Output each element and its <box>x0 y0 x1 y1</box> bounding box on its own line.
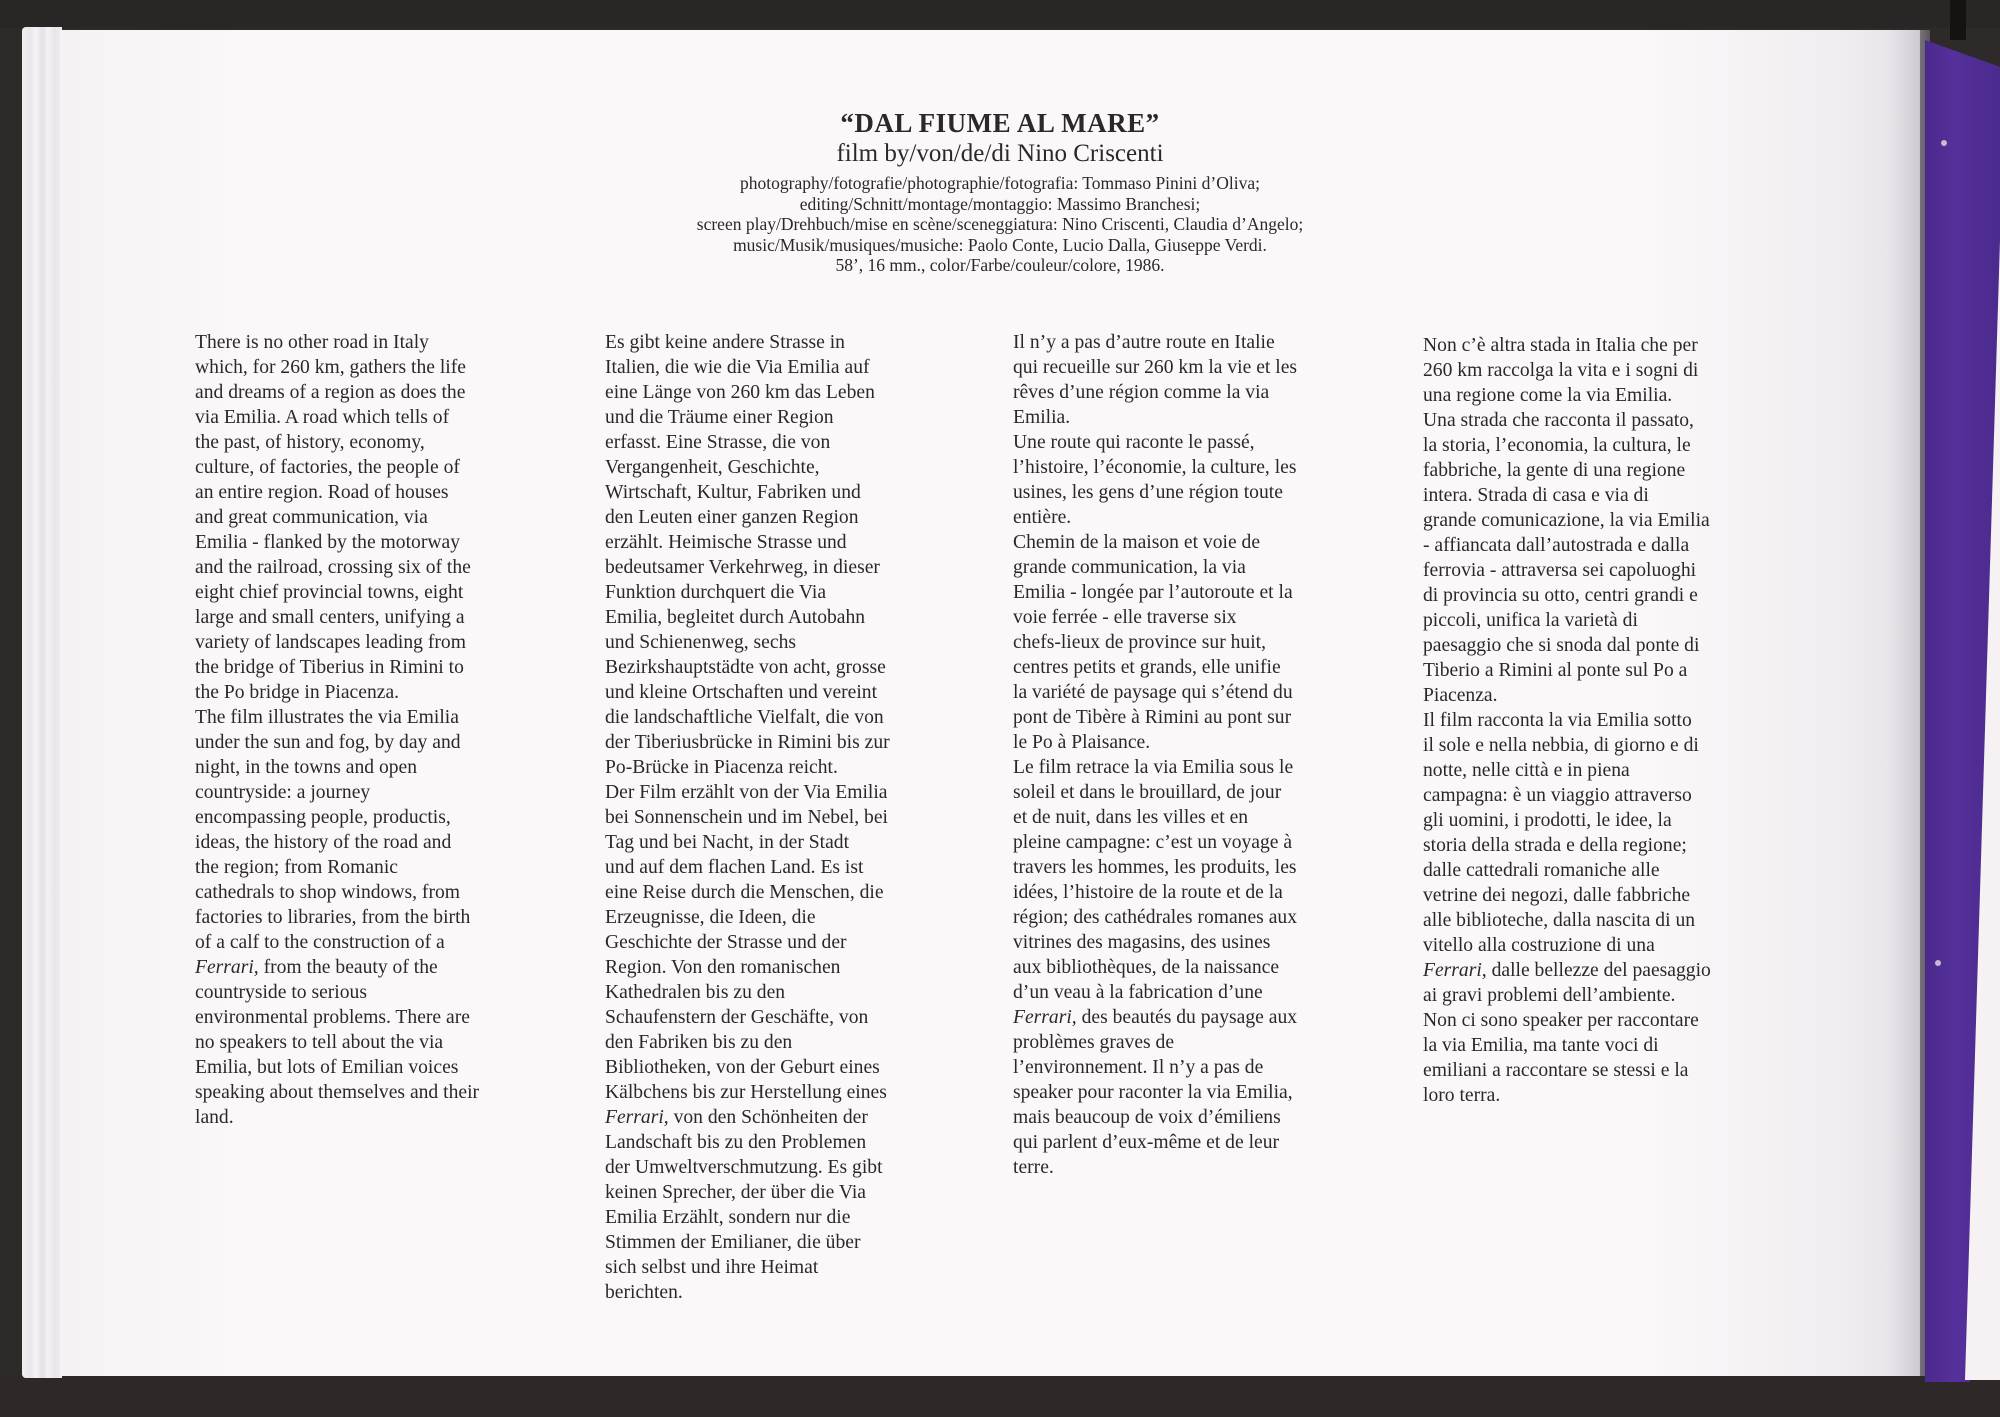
text-line: der Umweltverschmutzung. Es gibt <box>605 1157 883 1178</box>
background-bottom <box>0 1376 2000 1417</box>
text-line: gli uomini, i prodotti, le idee, la <box>1423 810 1672 831</box>
text-line: Funktion durchquert die Via <box>605 582 827 603</box>
text-line: the past, of history, economy, <box>195 432 425 453</box>
text-line: culture, of factories, the people of <box>195 457 460 478</box>
text-line: Kathedralen bis zu den <box>605 982 786 1003</box>
column-italian <box>1423 333 1793 1108</box>
text-line: speaking about themselves and their <box>195 1082 480 1103</box>
column-french <box>1013 330 1383 1180</box>
text-line: Landschaft bis zu den Problemen <box>605 1132 867 1153</box>
text-line: la via Emilia, ma tante voci di <box>1423 1035 1659 1056</box>
text-line: und die Träume einer Region <box>605 407 834 428</box>
text-line: large and small centers, unifying a <box>195 607 465 628</box>
text-line: aux bibliothèques, de la naissance <box>1013 957 1280 978</box>
text-line: and great communication, via <box>195 507 428 528</box>
text-line: usines, les gens d’une région toute <box>1013 482 1283 503</box>
text-line: ideas, the history of the road and <box>195 832 452 853</box>
italic-ferrari: Ferrari, <box>605 1107 669 1128</box>
text-line: Ferrari, from the beauty of the <box>195 957 438 978</box>
speck-decoration <box>1941 140 1947 146</box>
text-line: keinen Sprecher, der über die Via <box>605 1182 866 1203</box>
text-line: Non ci sono speaker per raccontare <box>1423 1010 1699 1031</box>
text-line: région; des cathédrales romanes aux <box>1013 907 1297 928</box>
text-line: vitello alla costruzione di una <box>1423 935 1655 956</box>
text-line: Geschichte der Strasse und der <box>605 932 847 953</box>
text-line: qui recueille sur 260 km la vie et les <box>1013 357 1298 378</box>
text-line: Italien, die wie die Via Emilia auf <box>605 357 870 378</box>
text-line: d’un veau à la fabrication d’une <box>1013 982 1263 1003</box>
text-line: dalle cattedrali romaniche alle <box>1423 860 1660 881</box>
text-line: ferrovia - attraversa sei capoluoghi <box>1423 560 1697 581</box>
text-line: mais beaucoup de voix d’émiliens <box>1013 1107 1281 1128</box>
text-line: le Po à Plaisance. <box>1013 732 1151 753</box>
credit-music: music/Musik/musiques/musiche: Paolo Conte, Lucio Dalla, Giuseppe Verdi. <box>733 234 1267 255</box>
text-line: cathedrals to shop windows, from <box>195 882 461 903</box>
text-line: which, for 260 km, gathers the life <box>195 357 466 378</box>
text-line: l’histoire, l’économie, la culture, les <box>1013 457 1297 478</box>
text-line: und auf dem flachen Land. Es ist <box>605 857 864 878</box>
text-line: alle biblioteche, dalla nascita di un <box>1423 910 1696 931</box>
text-line: Ferrari, dalle bellezze del paesaggio <box>1423 960 1711 981</box>
text-line: under the sun and fog, by day and <box>195 732 461 753</box>
text-line: Chemin de la maison et voie de <box>1013 532 1261 553</box>
text-line: 260 km raccolga la vita e i sogni di <box>1423 360 1699 381</box>
page-stack-edge <box>22 27 62 1378</box>
text-line: una regione come la via Emilia. <box>1423 385 1673 406</box>
text-line: storia della strada e della regione; <box>1423 835 1687 856</box>
speck-decoration <box>1935 960 1941 966</box>
text-line: Emilia, begleitet durch Autobahn <box>605 607 866 628</box>
spine-shadow <box>1890 30 1930 1376</box>
text-line: erzählt. Heimische Strasse und <box>605 532 847 553</box>
background-top <box>0 0 2000 28</box>
text-line: the region; from Romanic <box>195 857 398 878</box>
text-line: an entire region. Road of houses <box>195 482 449 503</box>
column-german <box>605 330 975 1305</box>
text-line: Emilia - flanked by the motorway <box>195 532 460 553</box>
text-line: - affiancata dall’autostrada e dalla <box>1423 535 1690 556</box>
credit-format: 58’, 16 mm., color/Farbe/couleur/colore, 1986. <box>835 255 1165 275</box>
text-line: Tag und bei Nacht, in der Stadt <box>605 832 850 853</box>
text-line: Der Film erzählt von der Via Emilia <box>605 782 888 803</box>
text-line: and dreams of a region as does the <box>195 382 466 403</box>
text-line: loro terra. <box>1423 1085 1501 1106</box>
text-line: Le film retrace la via Emilia sous le <box>1013 757 1294 778</box>
text-line: il sole e nella nebbia, di giorno e di <box>1423 735 1699 756</box>
italic-ferrari: Ferrari, <box>1423 960 1487 981</box>
text-line: Emilia, but lots of Emilian voices <box>195 1057 459 1078</box>
text-line: campagna: è un viaggio attraverso <box>1423 785 1692 806</box>
text-line: eine Länge von 260 km das Leben <box>605 382 875 403</box>
column-english <box>195 330 565 1130</box>
text-line: There is no other road in Italy <box>195 332 429 353</box>
text-line: bei Sonnenschein und im Nebel, bei <box>605 807 888 828</box>
director-line: film by/von/de/di Nino Criscenti <box>836 140 1164 167</box>
text-line: Une route qui raconte le passé, <box>1013 432 1255 453</box>
text-line: Stimmen der Emilianer, die über <box>605 1232 861 1253</box>
text-line: der Tiberiusbrücke in Rimini bis zur <box>605 732 890 753</box>
text-line: Non c’è altra stada in Italia che per <box>1423 335 1698 356</box>
text-line: Erzeugnisse, die Ideen, die <box>605 907 816 928</box>
text-line: idées, l’histoire de la route et de la <box>1013 882 1283 903</box>
text-line: den Fabriken bis zu den <box>605 1032 793 1053</box>
text-line: Una strada che racconta il passato, <box>1423 410 1694 431</box>
text-line: The film illustrates the via Emilia <box>195 707 459 728</box>
credit-editing: editing/Schnitt/montage/montaggio: Massimo Branchesi; <box>799 193 1201 214</box>
text-line: und Schienenweg, sechs <box>605 632 796 653</box>
film-credits-header <box>560 107 1440 276</box>
text-line: eine Reise durch die Menschen, die <box>605 882 884 903</box>
text-line: pont de Tibère à Rimini au pont sur <box>1013 707 1292 728</box>
credit-screenplay: screen play/Drehbuch/mise en scène/sceneggiatura: Nino Criscenti, Claudia d’Angelo; <box>696 214 1304 234</box>
text-line: et de nuit, dans les villes et en <box>1013 807 1249 828</box>
text-line: environmental problems. There are <box>195 1007 470 1028</box>
text-line: the bridge of Tiberius in Rimini to <box>195 657 464 678</box>
text-line: eight chief provincial towns, eight <box>195 582 464 603</box>
text-line: vetrine dei negozi, dalle fabbriche <box>1423 885 1691 906</box>
text-line: Il film racconta la via Emilia sotto <box>1423 710 1692 731</box>
text-line: bedeutsamer Verkehrweg, in dieser <box>605 557 880 578</box>
text-line: grande comunicazione, la via Emilia <box>1423 510 1710 531</box>
text-line: piccoli, unifica la varietà di <box>1423 610 1638 631</box>
text-line: berichten. <box>605 1282 683 1303</box>
text-line: Emilia. <box>1013 407 1071 428</box>
text-line: Wirtschaft, Kultur, Fabriken und <box>605 482 861 503</box>
text-line: factories to libraries, from the birth <box>195 907 471 928</box>
text-line: problèmes graves de <box>1013 1032 1175 1053</box>
text-line: of a calf to the construction of a <box>195 932 445 953</box>
text-line: Piacenza. <box>1423 685 1498 706</box>
text-line: notte, nelle città e in piena <box>1423 760 1630 781</box>
text-line: Bibliotheken, von der Geburt eines <box>605 1057 880 1078</box>
text-line: intera. Strada di casa e via di <box>1423 485 1649 506</box>
text-line: paesaggio che si snoda dal ponte di <box>1423 635 1700 656</box>
text-line: countryside to serious <box>195 982 367 1003</box>
text-line: fabbriche, la gente di una regione <box>1423 460 1686 481</box>
italic-ferrari: Ferrari, <box>1013 1007 1077 1028</box>
text-line: ai gravi problemi dell’ambiente. <box>1423 985 1676 1006</box>
text-line: Tiberio a Rimini al ponte sul Po a <box>1423 660 1688 681</box>
text-line: soleil et dans le brouillard, de jour <box>1013 782 1282 803</box>
italic-ferrari: Ferrari, <box>195 957 259 978</box>
credit-photography: photography/fotografie/photographie/fotografia: Tommaso Pinini d’Oliva; <box>740 173 1260 193</box>
text-line: and the railroad, crossing six of the <box>195 557 471 578</box>
text-line: erfasst. Eine Strasse, die von <box>605 432 831 453</box>
text-line: Po-Brücke in Piacenza reicht. <box>605 757 838 778</box>
text-line: di provincia su otto, centri grandi e <box>1423 585 1698 606</box>
text-line: Region. Von den romanischen <box>605 957 841 978</box>
text-line: the Po bridge in Piacenza. <box>195 682 400 703</box>
text-line: via Emilia. A road which tells of <box>195 407 450 428</box>
text-line: Ferrari, von den Schönheiten der <box>605 1107 868 1128</box>
text-line: und kleine Ortschaften und vereint <box>605 682 878 703</box>
text-line: Emilia Erzählt, sondern nur die <box>605 1207 851 1228</box>
text-line: sich selbst und ihre Heimat <box>605 1257 819 1278</box>
text-line: qui parlent d’eux-même et de leur <box>1013 1132 1280 1153</box>
text-line: Il n’y a pas d’autre route en Italie <box>1013 332 1275 353</box>
text-line: emiliani a raccontare se stessi e la <box>1423 1060 1689 1081</box>
text-line: Ferrari, des beautés du paysage aux <box>1013 1007 1298 1028</box>
binder-tab <box>1950 0 1966 40</box>
text-line: centres petits et grands, elle unifie <box>1013 657 1281 678</box>
text-line: encompassing people, productis, <box>195 807 451 828</box>
text-line: l’environnement. Il n’y a pas de <box>1013 1057 1264 1078</box>
text-line: night, in the towns and open <box>195 757 418 778</box>
text-line: la storia, l’economia, la cultura, le <box>1423 435 1691 456</box>
text-line: den Leuten einer ganzen Region <box>605 507 859 528</box>
text-line: die landschaftliche Vielfalt, die von <box>605 707 884 728</box>
text-line: Bezirkshauptstädte von acht, grosse <box>605 657 886 678</box>
text-line: vitrines des magasins, des usines <box>1013 932 1271 953</box>
text-line: countryside: a journey <box>195 782 371 803</box>
text-line: Schaufenstern der Geschäfte, von <box>605 1007 869 1028</box>
text-line: voie ferrée - elle traverse six <box>1013 607 1237 628</box>
text-line: no speakers to tell about the via <box>195 1032 444 1053</box>
text-line: chefs-lieux de province sur huit, <box>1013 632 1267 653</box>
text-line: la variété de paysage qui s’étend du <box>1013 682 1293 703</box>
text-line: Emilia - longée par l’autoroute et la <box>1013 582 1293 603</box>
text-line: speaker pour raconter la via Emilia, <box>1013 1082 1293 1103</box>
text-line: terre. <box>1013 1157 1054 1178</box>
text-line: variety of landscapes leading from <box>195 632 466 653</box>
text-line: Vergangenheit, Geschichte, <box>605 457 820 478</box>
text-line: pleine campagne: c’est un voyage à <box>1013 832 1293 853</box>
film-title: “DAL FIUME AL MARE” <box>840 108 1160 138</box>
text-line: rêves d’une région comme la via <box>1013 382 1270 403</box>
text-line: land. <box>195 1107 234 1128</box>
text-line: Kälbchens bis zur Herstellung eines <box>605 1082 887 1103</box>
text-line: grande communication, la via <box>1013 557 1246 578</box>
text-line: Es gibt keine andere Strasse in <box>605 332 845 353</box>
text-line: travers les hommes, les produits, les <box>1013 857 1297 878</box>
text-line: entière. <box>1013 507 1072 528</box>
